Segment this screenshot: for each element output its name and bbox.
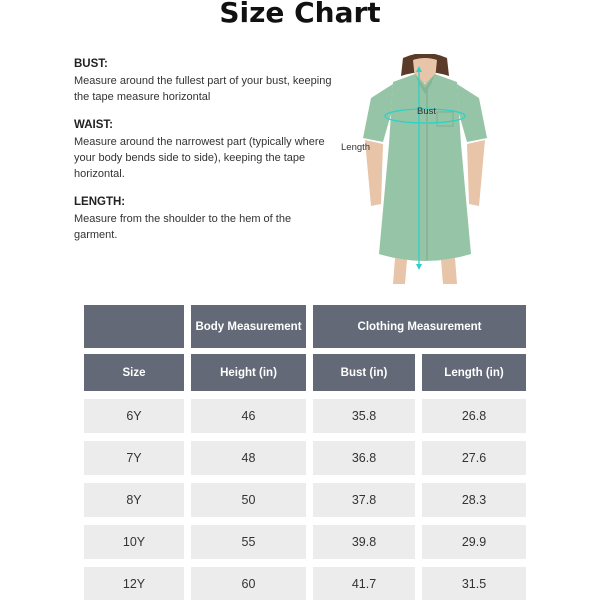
table-cell-bust: 37.8 [313, 483, 415, 517]
waist-instruction [74, 119, 334, 182]
table-cell-length: 26.8 [422, 399, 526, 433]
column-header-length: Length (in) [422, 354, 526, 391]
length-heading: LENGTH: [74, 196, 126, 208]
bust-instruction [74, 58, 334, 105]
waist-heading: WAIST: [74, 119, 113, 131]
table-cell-height: 46 [191, 399, 306, 433]
column-header-bust: Bust (in) [313, 354, 415, 391]
table-cell-bust: 35.8 [313, 399, 415, 433]
group-header-empty [84, 305, 184, 348]
group-header-body: Body Measurement [191, 305, 306, 348]
table-cell-length: 27.6 [422, 441, 526, 475]
table-cell-bust: 41.7 [313, 567, 415, 600]
table-cell-size: 8Y [84, 483, 184, 517]
length-description: Measure from the shoulder to the hem of the garment. [74, 213, 292, 241]
length-instruction [74, 196, 334, 243]
bust-label: Bust [417, 106, 437, 117]
page-title: Size Chart [219, 0, 381, 29]
table-cell-height: 60 [191, 567, 306, 600]
waist-description: Measure around the narrowest part (typically where your body bends side to side), keeping the tape horizontal. [74, 136, 325, 180]
table-cell-height: 50 [191, 483, 306, 517]
table-cell-length: 29.9 [422, 525, 526, 559]
table-cell-bust: 39.8 [313, 525, 415, 559]
bust-heading: BUST: [74, 58, 108, 70]
column-header-height: Height (in) [191, 354, 306, 391]
measurement-instructions [74, 58, 334, 257]
table-cell-size: 10Y [84, 525, 184, 559]
table-cell-size: 12Y [84, 567, 184, 600]
table-cell-size: 7Y [84, 441, 184, 475]
model-dress-image [355, 54, 495, 284]
table-cell-height: 48 [191, 441, 306, 475]
bust-description: Measure around the fullest part of your bust, keeping the tape measure horizontal [74, 75, 332, 103]
table-cell-length: 28.3 [422, 483, 526, 517]
table-cell-bust: 36.8 [313, 441, 415, 475]
length-label: Length [341, 142, 371, 153]
column-header-size: Size [84, 354, 184, 391]
size-table [84, 305, 526, 600]
dress-illustration [341, 54, 495, 284]
table-cell-size: 6Y [84, 399, 184, 433]
table-cell-length: 31.5 [422, 567, 526, 600]
group-header-clothing: Clothing Measurement [313, 305, 526, 348]
table-cell-height: 55 [191, 525, 306, 559]
